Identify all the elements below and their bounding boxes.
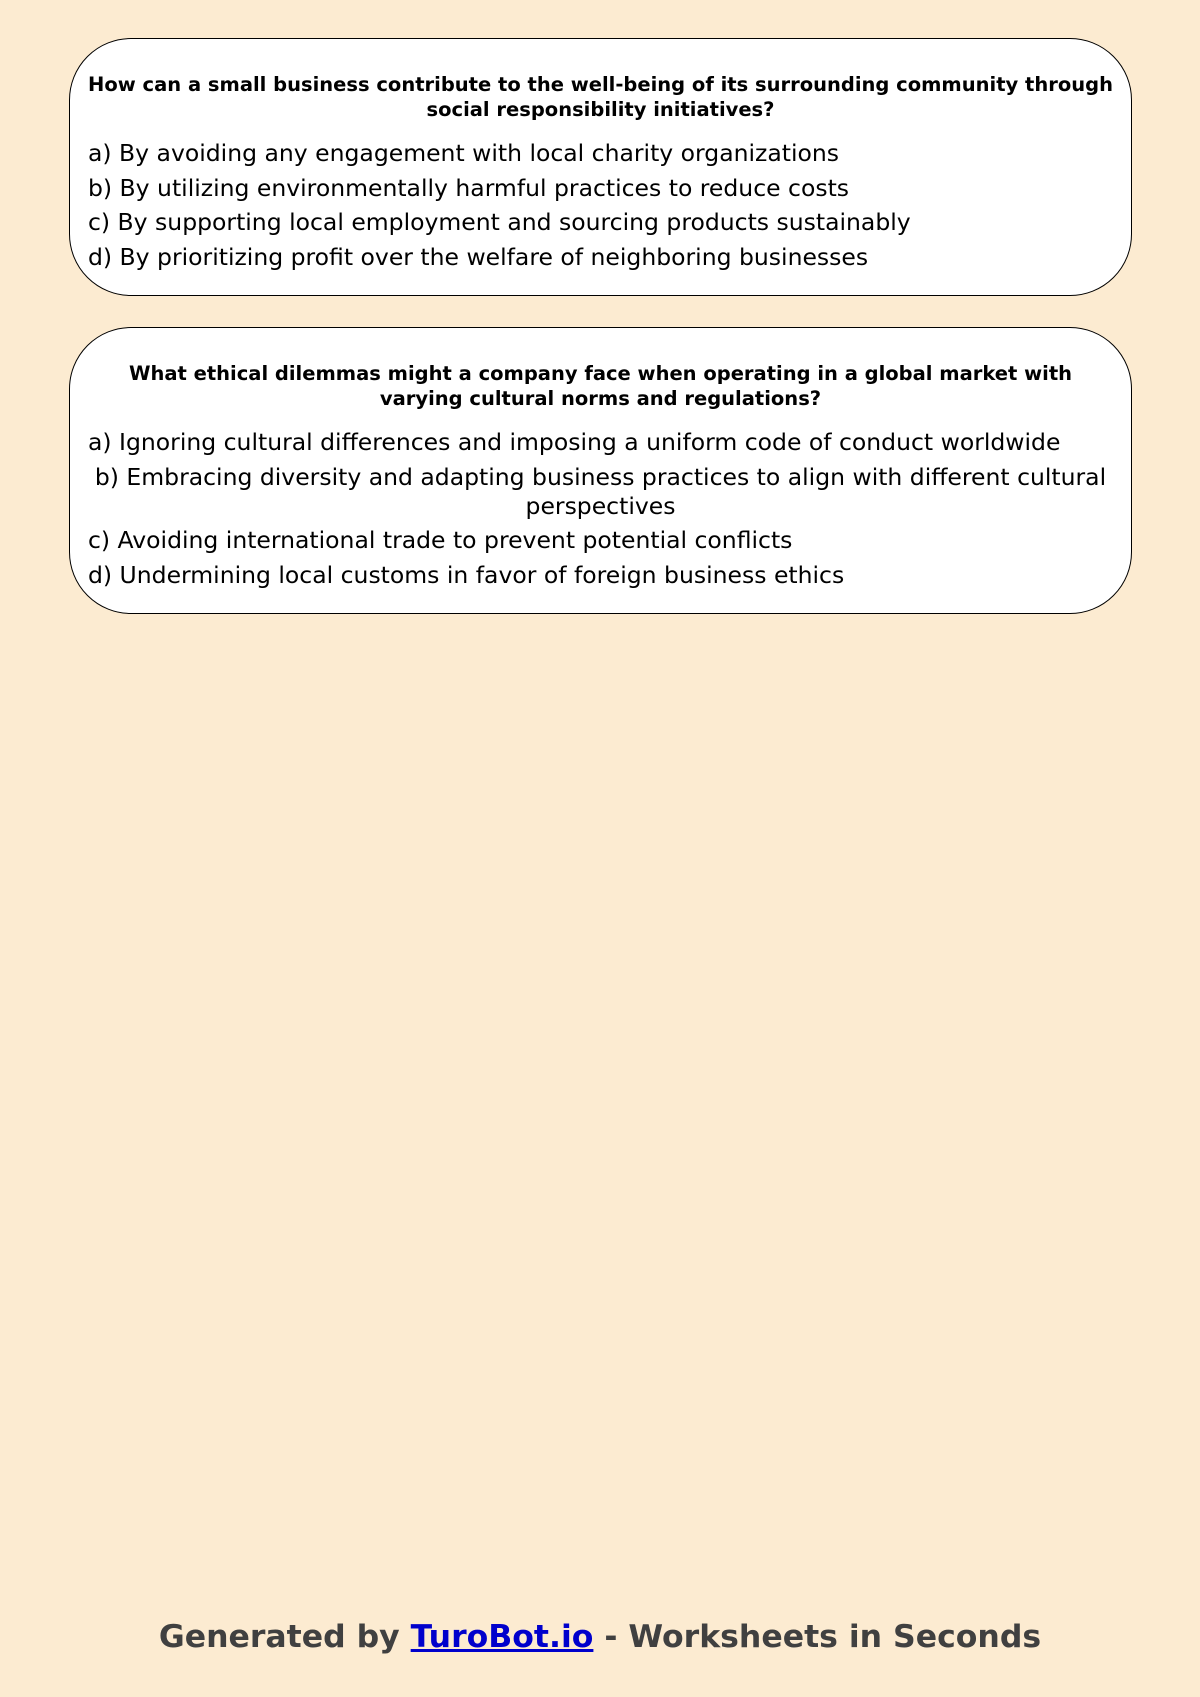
turobot-link[interactable]: TuroBot.io [410,1619,594,1655]
answer-options [88,428,1113,590]
answer-option-b: b) By utilizing environmentally harmful practices to reduce costs [88,173,850,202]
question-card-1 [69,38,1132,296]
footer-credit [0,1617,1200,1657]
answer-option-d: d) Undermining local customs in favor of foreign business ethics [88,560,845,589]
question-text: How can a small business contribute to the well-being of its surrounding community through social responsibility initiatives? [88,73,1113,121]
question-text: What ethical dilemmas might a company face when operating in a global market with varying cultural norms and regulations? [128,362,1073,410]
answer-options [88,139,1113,272]
answer-option-a: a) By avoiding any engagement with local charity organizations [88,139,840,167]
footer-prefix: Generated by [158,1619,411,1655]
footer-suffix: - Worksheets in Seconds [593,1619,1042,1655]
question-card-2 [69,327,1132,614]
answer-option-c: c) Avoiding international trade to prevent potential conflicts [88,526,793,554]
answer-option-d: d) By prioritizing profit over the welfare of neighboring businesses [88,242,869,271]
answer-option-c: c) By supporting local employment and sourcing products sustainably [88,208,911,236]
answer-option-a: a) Ignoring cultural differences and imposing a uniform code of conduct worldwide [88,428,1061,456]
worksheet [69,38,1132,645]
answer-option-b: b) Embracing diversity and adapting business practices to align with different cultural perspectives [94,462,1107,520]
